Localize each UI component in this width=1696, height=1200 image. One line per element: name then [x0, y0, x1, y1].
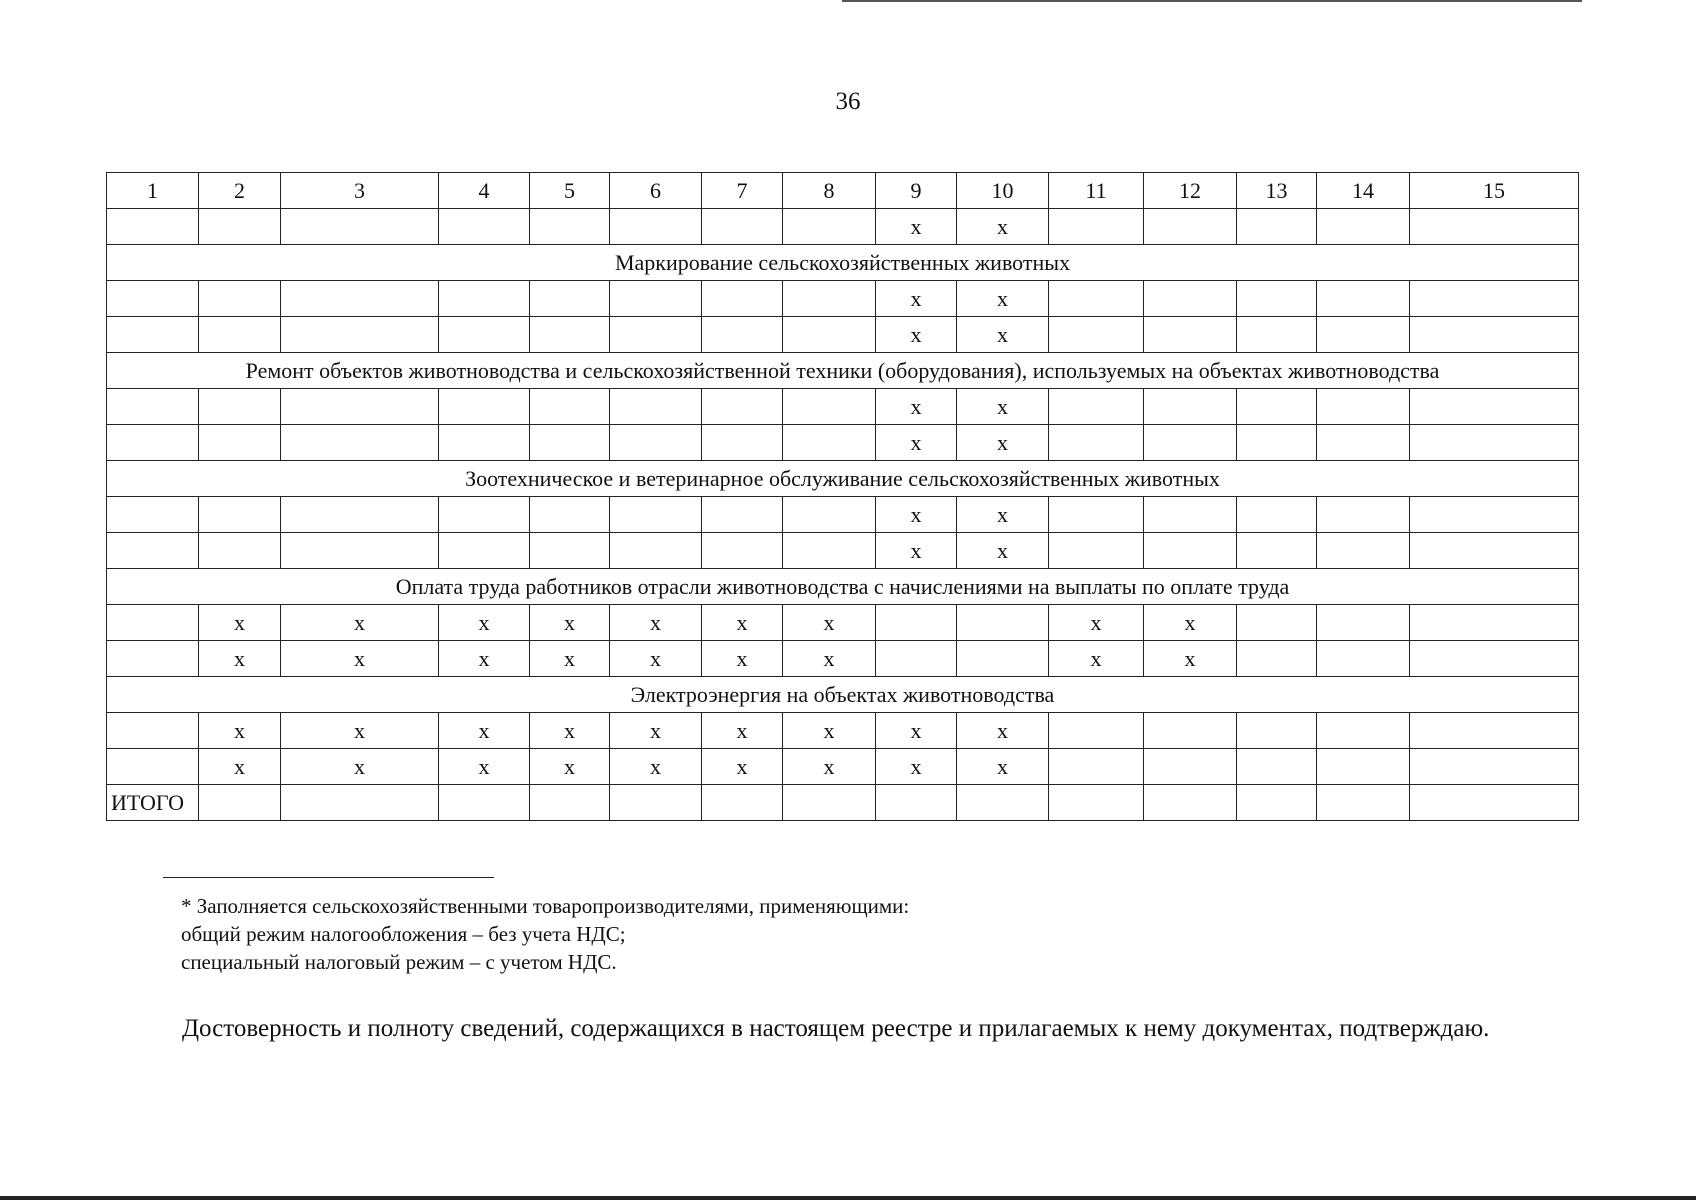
table-cell [1144, 209, 1237, 245]
column-number-cell: 11 [1049, 173, 1144, 209]
table-cell [1410, 785, 1579, 821]
table-cell [107, 425, 199, 461]
table-cell [107, 497, 199, 533]
table-cell [281, 425, 439, 461]
table-cell: x [530, 641, 610, 677]
table-cell: x [610, 641, 702, 677]
table-cell [1049, 389, 1144, 425]
table-cell [1410, 641, 1579, 677]
table-cell: x [876, 497, 957, 533]
table-cell [1410, 389, 1579, 425]
table-cell: x [610, 605, 702, 641]
table-cell [1317, 641, 1410, 677]
table-cell [702, 389, 783, 425]
table-row [107, 389, 1579, 425]
table-cell [702, 317, 783, 353]
table-cell [530, 497, 610, 533]
table-cell: x [957, 749, 1049, 785]
table-cell: x [530, 713, 610, 749]
table-cell [1317, 281, 1410, 317]
table-cell [281, 497, 439, 533]
table-cell [281, 785, 439, 821]
footnote-line-3: специальный налоговый режим – с учетом НДС. [181, 950, 617, 974]
table-cell [530, 281, 610, 317]
table-cell: x [957, 317, 1049, 353]
section-header-row [107, 245, 1579, 281]
table-cell [199, 533, 281, 569]
column-number-cell: 1 [107, 173, 199, 209]
table-cell [199, 425, 281, 461]
section-header-row [107, 677, 1579, 713]
table-cell [876, 641, 957, 677]
table-cell [530, 533, 610, 569]
table-cell: x [1049, 605, 1144, 641]
table-cell [1049, 209, 1144, 245]
section-title: Электроэнергия на объектах животноводства [107, 677, 1579, 713]
table-row [107, 749, 1579, 785]
table-cell [439, 209, 530, 245]
table-cell [702, 281, 783, 317]
column-number-cell: 14 [1317, 173, 1410, 209]
table-cell: x [957, 389, 1049, 425]
table-cell [1410, 533, 1579, 569]
table-cell [1410, 317, 1579, 353]
table-cell [1317, 605, 1410, 641]
table-cell: x [1144, 641, 1237, 677]
table-cell [107, 209, 199, 245]
table-cell: x [199, 713, 281, 749]
table-row [107, 281, 1579, 317]
table-cell [439, 389, 530, 425]
footnote-separator [163, 877, 494, 878]
column-number-cell: 7 [702, 173, 783, 209]
total-label: ИТОГО [107, 785, 199, 821]
table-cell [783, 497, 876, 533]
table-cell: x [530, 749, 610, 785]
table-cell [1144, 281, 1237, 317]
table-cell [1237, 713, 1317, 749]
bottom-edge-line [0, 1196, 1696, 1200]
table-cell: x [957, 533, 1049, 569]
table-cell [1049, 785, 1144, 821]
table-row [107, 425, 1579, 461]
table-cell [1237, 425, 1317, 461]
column-number-cell: 10 [957, 173, 1049, 209]
table-cell: x [281, 749, 439, 785]
confirmation-statement: Достоверность и полноту сведений, содержащихся в настоящем реестре и прилагаемых к нему документах, подтверждаю. [182, 1015, 1490, 1042]
table-cell [281, 209, 439, 245]
column-number-cell: 13 [1237, 173, 1317, 209]
column-number-row [107, 173, 1579, 209]
table-cell [783, 785, 876, 821]
table-cell [957, 605, 1049, 641]
table-cell [107, 605, 199, 641]
table-cell [107, 389, 199, 425]
section-header-row [107, 569, 1579, 605]
table-cell [702, 425, 783, 461]
table-row [107, 497, 1579, 533]
table-cell [1317, 713, 1410, 749]
column-number-cell: 5 [530, 173, 610, 209]
table-cell: x [957, 713, 1049, 749]
table-cell [1049, 317, 1144, 353]
table-cell [702, 533, 783, 569]
table-cell [281, 281, 439, 317]
table-cell [107, 713, 199, 749]
table-row [107, 713, 1579, 749]
table-cell: x [876, 533, 957, 569]
table-cell [199, 281, 281, 317]
table-cell [281, 317, 439, 353]
table-cell [530, 209, 610, 245]
table-cell [1317, 533, 1410, 569]
table-cell: x [439, 641, 530, 677]
column-number-cell: 6 [610, 173, 702, 209]
table-cell [199, 497, 281, 533]
table-cell [610, 497, 702, 533]
table-cell [1144, 749, 1237, 785]
table-cell [439, 785, 530, 821]
table-cell [530, 425, 610, 461]
table-cell [783, 425, 876, 461]
table-cell [610, 389, 702, 425]
table-cell [783, 281, 876, 317]
table-cell [1410, 713, 1579, 749]
table-cell [702, 497, 783, 533]
table-cell: x [530, 605, 610, 641]
table-cell [1144, 785, 1237, 821]
table-cell [281, 389, 439, 425]
table-cell [107, 533, 199, 569]
table-cell [530, 785, 610, 821]
footnote-line-1: * Заполняется сельскохозяйственными товаропроизводителями, применяющими: [181, 894, 910, 918]
page-number: 36 [835, 88, 861, 115]
table-cell [702, 209, 783, 245]
table-cell [199, 785, 281, 821]
table-cell [610, 209, 702, 245]
table-cell [107, 317, 199, 353]
table-cell [199, 209, 281, 245]
registry-table [106, 172, 1579, 821]
table-cell [1144, 425, 1237, 461]
table-row [107, 533, 1579, 569]
table-cell [1049, 497, 1144, 533]
table-cell [1144, 317, 1237, 353]
table-cell [1237, 281, 1317, 317]
table-row [107, 317, 1579, 353]
table-cell [530, 389, 610, 425]
table-cell [957, 785, 1049, 821]
table-cell: x [199, 641, 281, 677]
table-cell: x [783, 605, 876, 641]
table-cell [1410, 605, 1579, 641]
table-cell [439, 533, 530, 569]
table-cell [199, 317, 281, 353]
table-cell [783, 317, 876, 353]
total-row [107, 785, 1579, 821]
table-cell: x [783, 749, 876, 785]
table-cell [107, 749, 199, 785]
table-cell [610, 317, 702, 353]
section-title: Маркирование сельскохозяйственных животных [107, 245, 1579, 281]
table-cell: x [876, 749, 957, 785]
top-edge-line [842, 0, 1582, 2]
column-number-cell: 3 [281, 173, 439, 209]
section-header-row [107, 353, 1579, 389]
table-cell [1237, 497, 1317, 533]
table-cell [439, 425, 530, 461]
table-cell [530, 317, 610, 353]
table-cell [1410, 497, 1579, 533]
table-cell: x [876, 425, 957, 461]
table-cell: x [281, 605, 439, 641]
table-cell: x [957, 497, 1049, 533]
table-cell [957, 641, 1049, 677]
table-cell [1317, 317, 1410, 353]
table-cell [702, 785, 783, 821]
table-cell [1237, 641, 1317, 677]
table-cell: x [199, 605, 281, 641]
table-cell [1049, 749, 1144, 785]
table-cell [876, 785, 957, 821]
table-cell [1410, 281, 1579, 317]
table-cell [1237, 749, 1317, 785]
table-row [107, 605, 1579, 641]
section-title: Оплата труда работников отрасли животноводства с начислениями на выплаты по оплате труда [107, 569, 1579, 605]
table-cell [1144, 713, 1237, 749]
table-cell: x [876, 209, 957, 245]
table-cell [1317, 209, 1410, 245]
table-cell [1237, 389, 1317, 425]
table-cell [199, 389, 281, 425]
table-cell: x [439, 749, 530, 785]
table-cell [1049, 425, 1144, 461]
footnote-line-2: общий режим налогообложения – без учета НДС; [181, 922, 626, 946]
table-cell [783, 533, 876, 569]
table-cell: x [1144, 605, 1237, 641]
table-cell [1049, 533, 1144, 569]
table-cell: x [783, 713, 876, 749]
table-cell [1237, 605, 1317, 641]
table-cell: x [199, 749, 281, 785]
table-cell [1317, 785, 1410, 821]
table-cell: x [702, 749, 783, 785]
table-row [107, 209, 1579, 245]
table-cell [1237, 209, 1317, 245]
table-cell: x [957, 209, 1049, 245]
table-cell: x [702, 713, 783, 749]
table-cell [783, 389, 876, 425]
table-cell [1410, 749, 1579, 785]
table-cell [610, 533, 702, 569]
table-cell: x [876, 389, 957, 425]
table-cell: x [876, 713, 957, 749]
table-cell [1237, 785, 1317, 821]
column-number-cell: 4 [439, 173, 530, 209]
table-cell [1410, 425, 1579, 461]
table-cell [281, 533, 439, 569]
table-cell [1237, 533, 1317, 569]
column-number-cell: 12 [1144, 173, 1237, 209]
table-cell [1410, 209, 1579, 245]
table-cell: x [610, 749, 702, 785]
table-cell: x [957, 425, 1049, 461]
table-cell [439, 317, 530, 353]
section-title: Ремонт объектов животноводства и сельскохозяйственной техники (оборудования), используемых на объектах животноводства [107, 353, 1579, 389]
column-number-cell: 8 [783, 173, 876, 209]
table-cell: x [281, 713, 439, 749]
table-cell [1049, 281, 1144, 317]
table-cell [1317, 749, 1410, 785]
footnote [181, 892, 1381, 976]
table-cell: x [439, 713, 530, 749]
table-cell [1144, 389, 1237, 425]
table-cell: x [783, 641, 876, 677]
table-cell [876, 605, 957, 641]
table-cell: x [439, 605, 530, 641]
table-cell [1237, 317, 1317, 353]
table-cell: x [702, 641, 783, 677]
section-header-row [107, 461, 1579, 497]
table-cell [610, 425, 702, 461]
table-row [107, 641, 1579, 677]
table-cell: x [957, 281, 1049, 317]
table-cell: x [876, 281, 957, 317]
table-cell [610, 785, 702, 821]
table-cell [1317, 497, 1410, 533]
section-title: Зоотехническое и ветеринарное обслуживание сельскохозяйственных животных [107, 461, 1579, 497]
table-cell [439, 497, 530, 533]
table-cell [1144, 497, 1237, 533]
table-cell [107, 641, 199, 677]
table-cell [1317, 389, 1410, 425]
table-cell: x [702, 605, 783, 641]
table-cell [1317, 425, 1410, 461]
table-cell: x [610, 713, 702, 749]
table-cell: x [281, 641, 439, 677]
table-cell [439, 281, 530, 317]
column-number-cell: 15 [1410, 173, 1579, 209]
table-cell [1144, 533, 1237, 569]
table-cell [783, 209, 876, 245]
table-cell [610, 281, 702, 317]
table-cell: x [876, 317, 957, 353]
table-cell: x [1049, 641, 1144, 677]
table-cell [1049, 713, 1144, 749]
table-cell [107, 281, 199, 317]
column-number-cell: 2 [199, 173, 281, 209]
column-number-cell: 9 [876, 173, 957, 209]
